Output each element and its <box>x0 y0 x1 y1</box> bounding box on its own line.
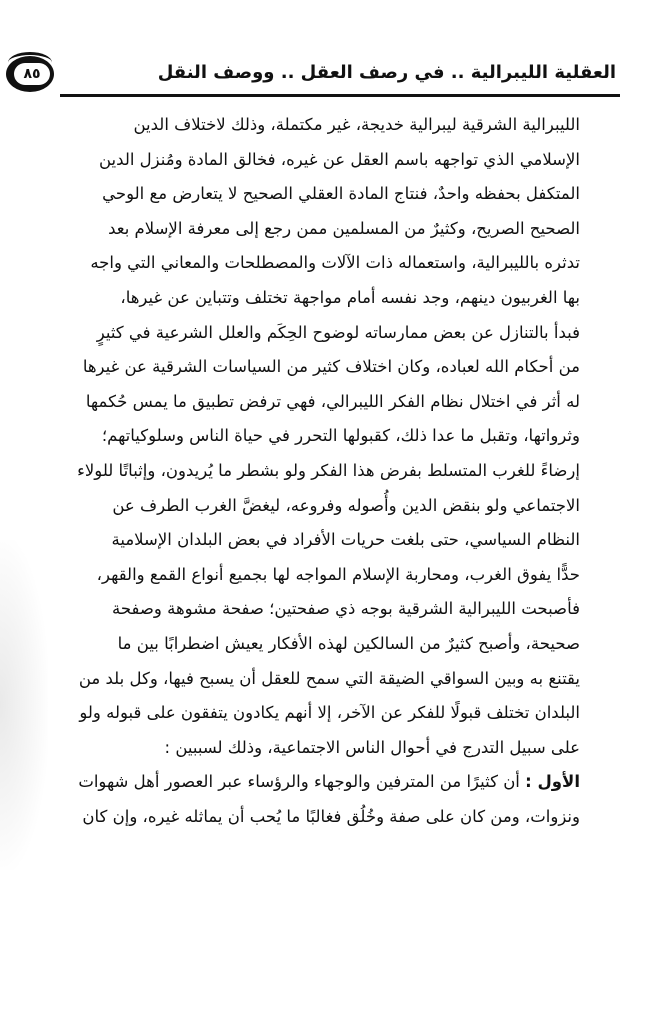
point-first-line <box>50 765 580 800</box>
text-line: إرضاءً للغرب المتسلط بفرض هذا الفكر ولو بشطر ما يُريدون، وإثباتًا للولاء <box>77 460 580 480</box>
text-line: الإسلامي الذي تواجهه باسم العقل عن غيره، فخالق المادة ومُنزل الدين <box>99 149 580 169</box>
text-line: تدثره بالليبرالية، واستعماله ذات الآلات والمصطلحات والمعاني التي واجه <box>90 253 580 273</box>
text-line: وثرواتها، وتقبل ما عدا ذلك، كقبولها التحرر في حياة الناس وسلوكياتهم؛ <box>101 426 580 446</box>
body-text <box>50 108 580 834</box>
page-number-ornament-icon <box>6 56 54 92</box>
point-text: أن كثيرًا من المترفين والوجهاء والرؤساء عبر العصور أهل شهوات <box>78 772 520 792</box>
page-number: ٨٥ <box>14 63 50 85</box>
running-title: العقلية الليبرالية .. في رصف العقل .. ووصف النقل <box>157 62 616 83</box>
text-line: له أثر في اختلال نظام الفكر الليبرالي، فهي ترفض تطبيق ما يمس حُكمها <box>85 391 580 411</box>
text-line: الليبرالية الشرقية ليبرالية خديجة، غير مكتملة، وذلك لاختلاف الدين <box>133 115 580 134</box>
point-label: الأول : <box>525 772 580 792</box>
text-line: المتكفل بحفظه واحدٌ، فنتاج المادة العقلي الصحيح لا يتعارض مع الوحي <box>102 184 580 204</box>
text-line: الاجتماعي ولو بنقض الدين وأُصوله وفروعه، ليغضَّ الغرب الطرف عن <box>112 495 580 515</box>
text-line: فبدأ بالتنازل عن بعض ممارساته لوضوح الحِكَم والعلل الشرعية في كثيرٍ <box>96 322 580 342</box>
text-line: البلدان تختلف قبولًا للفكر عن الآخر، إلا أنهم يكادون يتفقون على قبوله ولو <box>79 703 580 723</box>
text-line: على سبيل التدرج في أحوال الناس الاجتماعية، وذلك لسببين : <box>164 737 580 757</box>
text-line: حدًّا يفوق الغرب، ومحاربة الإسلام المواجه لها بجميع أنواع القمع والقهر، <box>96 564 580 584</box>
text-line: فأصبحت الليبرالية الشرقية بوجه ذي صفحتين؛ صفحة مشوهة وصفحة <box>112 599 580 619</box>
text-line: صحيحة، وأصبح كثيرٌ من السالكين لهذه الأفكار يعيش اضطرابًا بين ما <box>117 633 580 653</box>
header-rule <box>60 94 620 97</box>
text-line: النظام السياسي، حتى بلغت حريات الأفراد في بعض البلدان الإسلامية <box>111 530 580 550</box>
text-line: يقتنع به وبين السواقي الضيقة التي سمح للعقل أن يسبح فيها، وكل بلد من <box>78 668 580 688</box>
text-line: من أحكام الله لعباده، وكان اختلاف كثير من السياسات الشرقية عن غيرها <box>82 357 580 377</box>
running-header <box>0 50 660 100</box>
text-line: بها الغربيون دينهم، وجد نفسه أمام مواجهة تختلف وتتباين عن غيرها، <box>120 287 580 307</box>
text-line: الصحيح الصريح، وكثيرٌ من المسلمين ممن رجع إلى معرفة الإسلام بعد <box>108 218 580 238</box>
text-line: ونزوات، ومن كان على صفة وخُلُق فغالبًا ما يُحب أن يماثله غيره، وإن كان <box>82 806 580 826</box>
page-edge-shadow <box>0 540 48 870</box>
